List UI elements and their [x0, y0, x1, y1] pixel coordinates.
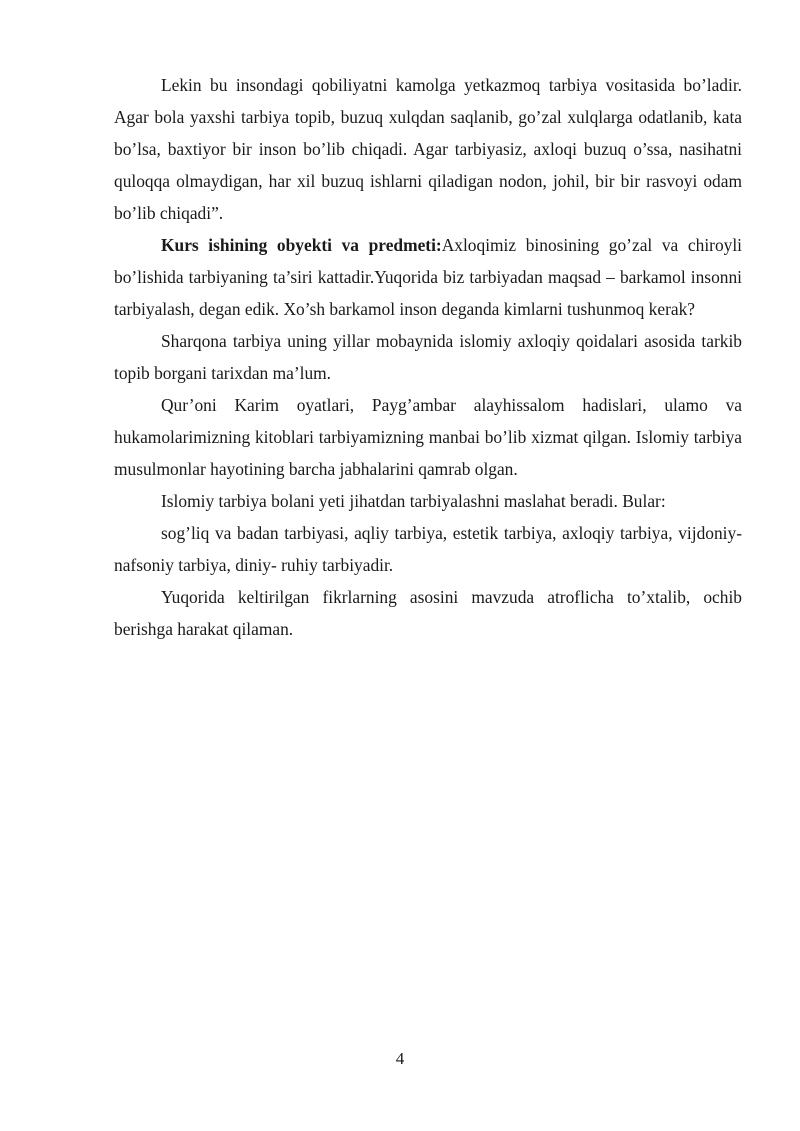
paragraph-6	[114, 517, 742, 581]
page-number: 4	[395, 1049, 405, 1068]
paragraph-2	[114, 229, 742, 325]
paragraph-3-text: Sharqona tarbiya uning yillar mobaynida islomiy axloqiy qoidalari asosida tarkib topib borgani tarixdan ma’lum.	[114, 331, 742, 383]
paragraph-2-text: Axloqimiz binosining go’zal va chiroyli bo’lishida tarbiyaning ta’siri kattadir.Yuqorida biz tarbiyadan maqsad – barkamol insonni tarbiyalash, degan edik. Xo’sh barkamol inson deganda kimlarni tushunmoq kerak?	[114, 235, 742, 319]
paragraph-4-text: Qur’oni Karim oyatlari, Payg’ambar alayhissalom hadislari, ulamo va hukamolarimizning kitoblari tarbiyamizning manbai bo’lib xizmat qilgan. Islomiy tarbiya musulmonlar hayotining barcha jabhalarini qamrab olgan.	[114, 395, 742, 479]
paragraph-7	[114, 581, 742, 645]
paragraph-3	[114, 325, 742, 389]
paragraph-7-text: Yuqorida keltirilgan fikrlarning asosini mavzuda atroflicha to’xtalib, ochib berishga harakat qilaman.	[114, 587, 742, 639]
paragraph-6-text: sog’liq va badan tarbiyasi, aqliy tarbiya, estetik tarbiya, axloqiy tarbiya, vijdoniy- nafsoniy tarbiya, diniy- ruhiy tarbiyadir.	[114, 523, 742, 575]
paragraph-4	[114, 389, 742, 485]
paragraph-5-text: Islomiy tarbiya bolani yeti jihatdan tarbiyalashni maslahat beradi. Bular:	[161, 491, 666, 511]
paragraph-1	[114, 69, 742, 229]
section-lead-heading: Kurs ishining obyekti va predmeti:	[161, 235, 442, 255]
paragraph-1-text: Lekin bu insondagi qobiliyatni kamolga yetkazmoq tarbiya vositasida bo’ladir. Agar bola yaxshi tarbiya topib, buzuq xulqdan saqlanib, go’zal xulqlarga odatlanib, kata bo’lsa, baxtiyor bir inson bo’lib chiqadi. Agar tarbiyasiz, axloqi buzuq o’ssa, nasihatni quloqqa olmaydigan, har xil buzuq ishlarni qiladigan nodon, johil, bir bir rasvoyi odam bo’lib chiqadi”.	[114, 75, 742, 223]
page-body	[114, 69, 742, 645]
paragraph-5	[114, 485, 742, 517]
